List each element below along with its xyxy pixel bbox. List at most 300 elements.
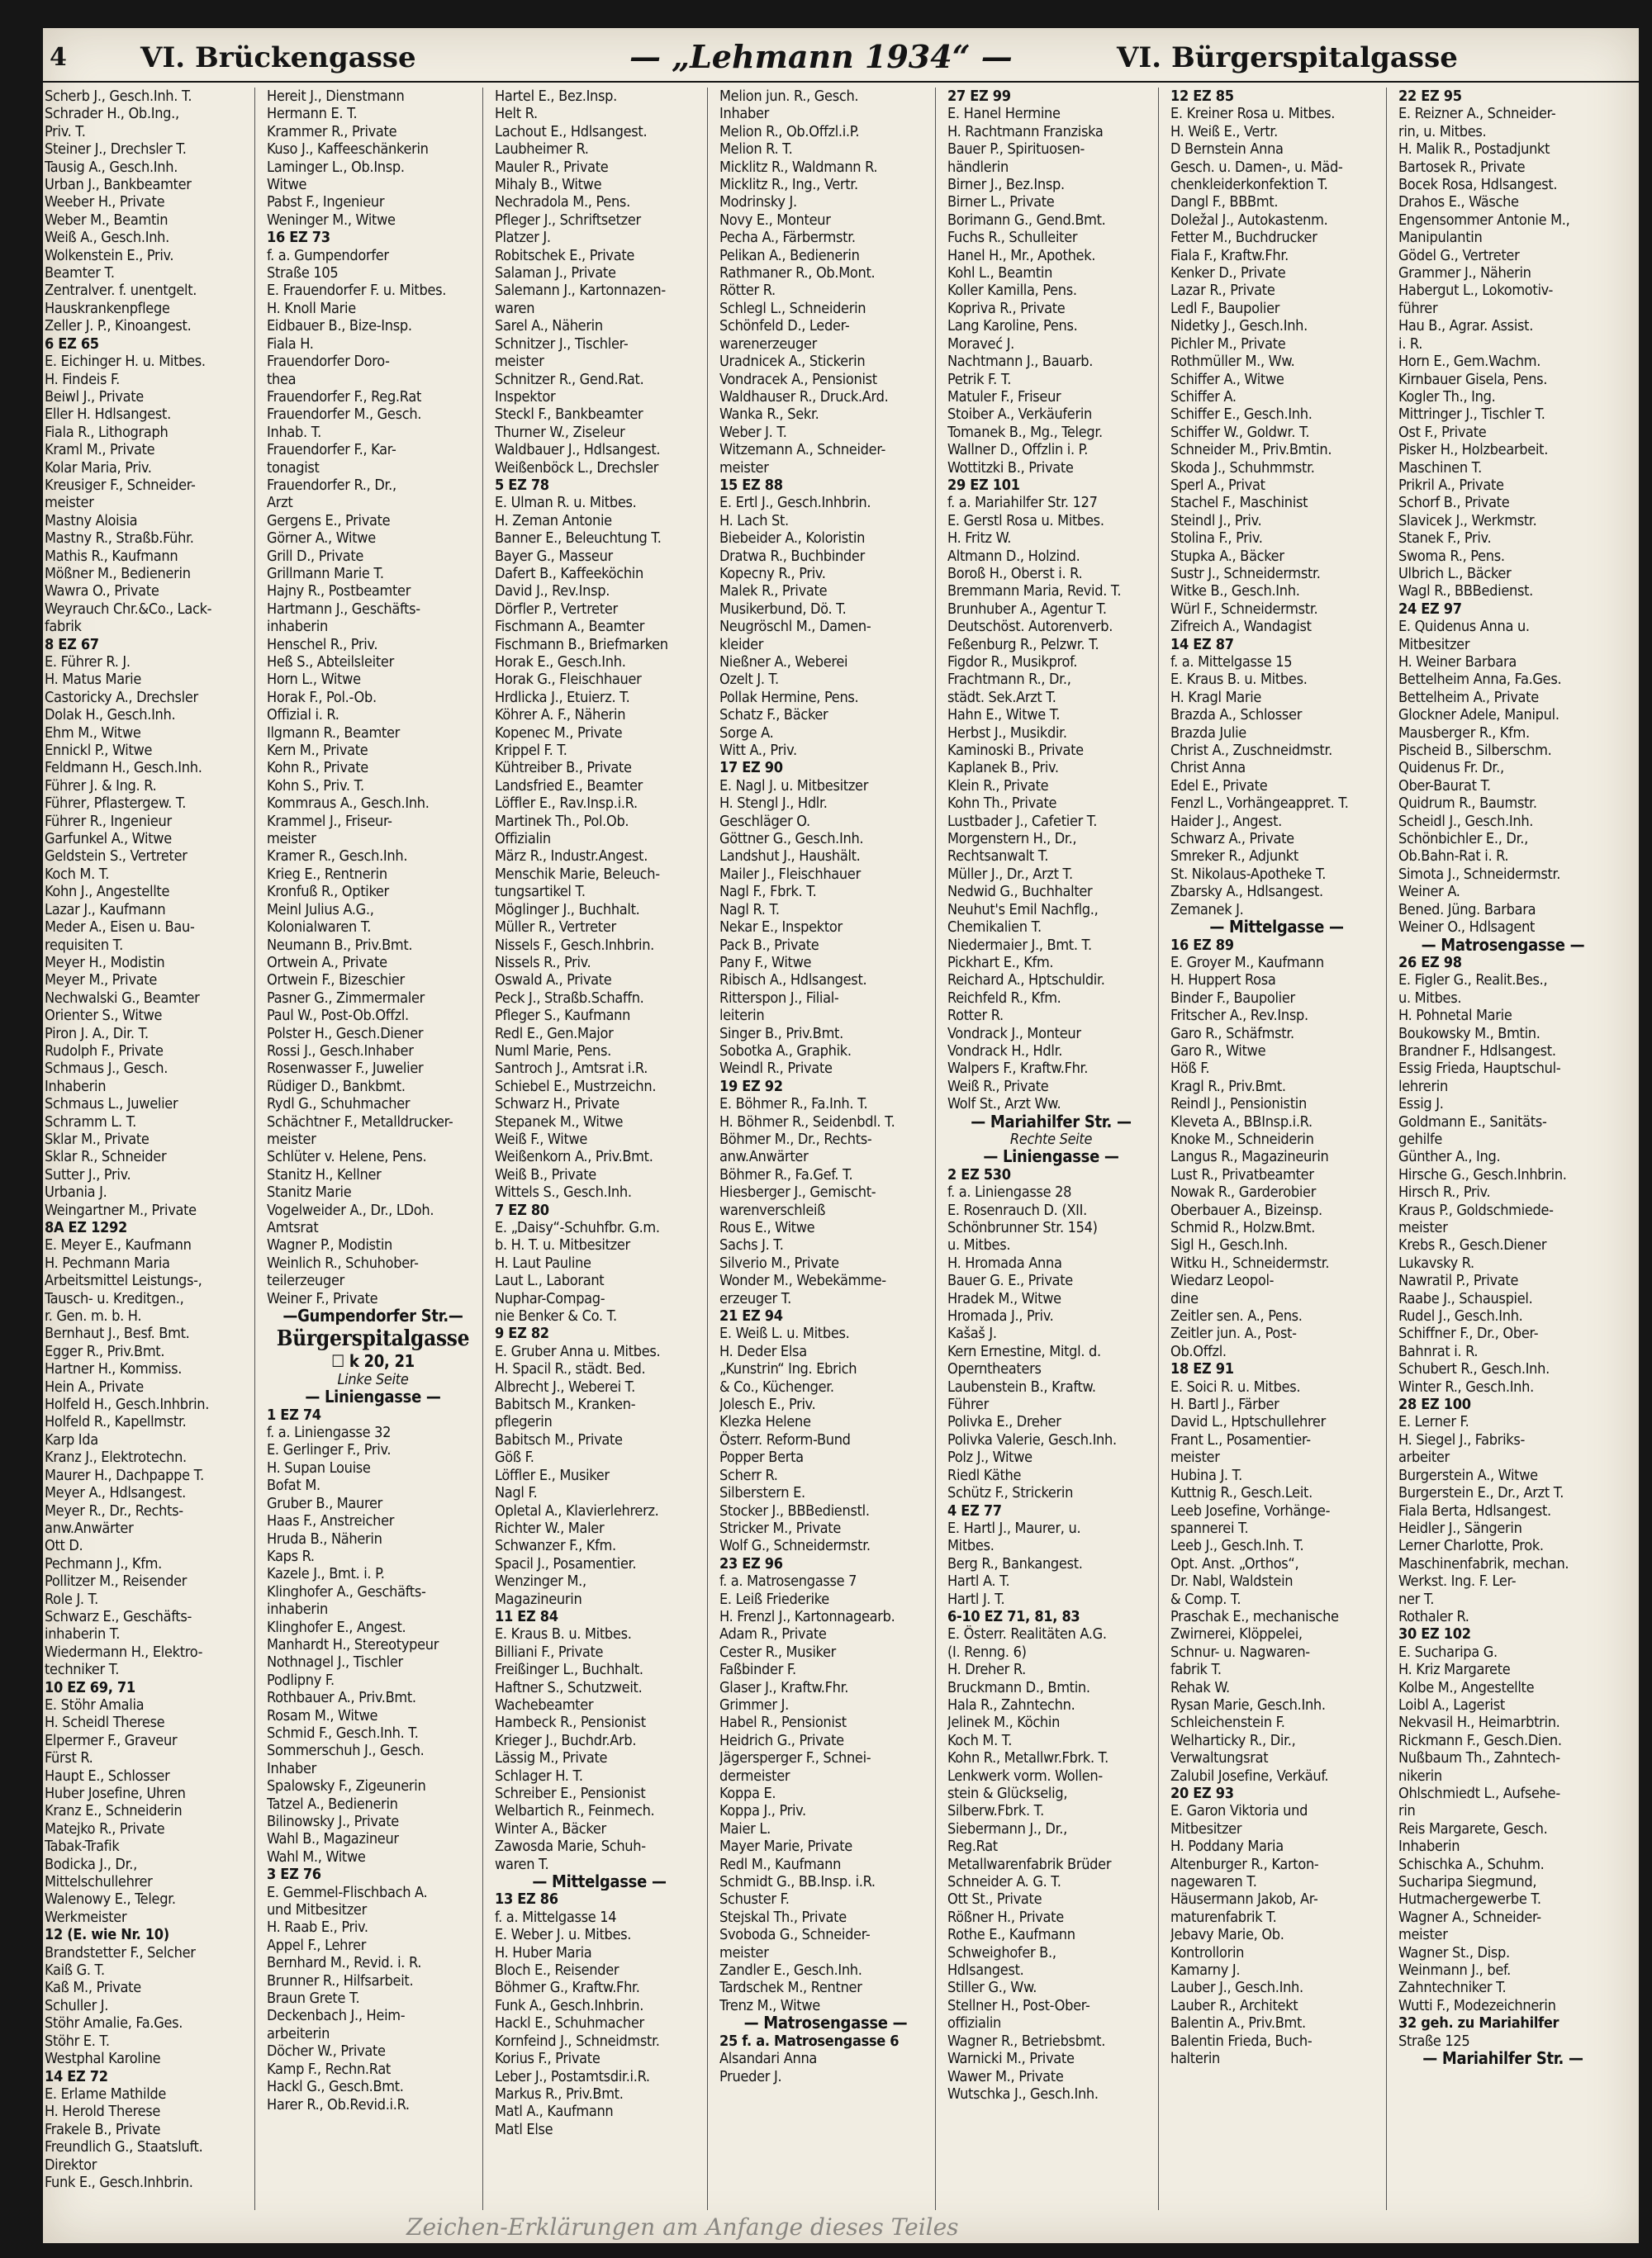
directory-entry: ☐ k 20, 21: [331, 1353, 415, 1371]
directory-entry: Kamp F., Rechn.Rat: [267, 2060, 391, 2078]
directory-entry: Geldstein S., Vertreter: [45, 847, 188, 866]
directory-entry: Kranz J., Elektrotechn.: [45, 1449, 187, 1467]
directory-entry: Österr. Reform-Bund: [719, 1430, 851, 1449]
directory-entry: E. Erlame Mathilde: [45, 2085, 167, 2103]
directory-entry: Günther A., Ing.: [1398, 1148, 1501, 1166]
directory-entry: tungsartikel T.: [495, 883, 586, 901]
directory-entry: Schmidt G., BB.Insp. i.R.: [719, 1873, 876, 1891]
directory-entry: 6-10 EZ 71, 81, 83: [947, 1607, 1080, 1625]
directory-entry: 8A EZ 1292: [45, 1219, 127, 1236]
directory-entry: Heidrich G., Private: [719, 1731, 844, 1749]
directory-entry: Schiebel E., Mustrzeichn.: [495, 1077, 657, 1095]
directory-entry: Koller Kamilla, Pens.: [947, 282, 1077, 300]
directory-entry: Dangl F., BBBmt.: [1170, 193, 1279, 211]
directory-entry: f. a. Mittelgasse 14: [495, 1908, 617, 1926]
directory-entry: 16 EZ 73: [267, 229, 330, 247]
directory-entry: Lang Karoline, Pens.: [947, 317, 1078, 335]
directory-entry: dermeister: [719, 1767, 790, 1785]
directory-entry: Pischeid B., Silberschm.: [1398, 742, 1552, 760]
directory-entry: Stöhr Amalie, Fa.Ges.: [45, 2014, 183, 2033]
directory-entry: Reg.Rat: [947, 1838, 998, 1856]
directory-entry: E. Ertl J., Gesch.Inhbrin.: [719, 494, 871, 512]
directory-entry: Rötter R.: [719, 282, 776, 300]
directory-entry: Silberw.Fbrk. T.: [947, 1802, 1044, 1820]
directory-entry: Mihaly B., Witwe: [495, 176, 602, 194]
directory-entry: Binder F., Baupolier: [1170, 989, 1295, 1007]
directory-entry: Kuso J., Kaffeeschänkerin: [267, 140, 429, 159]
directory-entry: Westphal Karoline: [45, 2050, 161, 2068]
directory-entry: Menschik Marie, Beleuch-: [495, 865, 660, 883]
directory-entry: Spalowsky F., Zigeunerin: [267, 1777, 426, 1795]
directory-entry: f. a. Mariahilfer Str. 127: [947, 494, 1098, 512]
directory-entry: Führer J. & Ing. R.: [45, 776, 157, 795]
directory-entry: Hackl E., Schuhmacher: [495, 2014, 644, 2033]
directory-entry: Chemikalien T.: [947, 918, 1042, 937]
directory-entry: Gödel G., Vertreter: [1398, 246, 1520, 264]
directory-entry: Wittels S., Gesch.Inh.: [495, 1184, 632, 1202]
directory-entry: Kamarny J.: [1170, 1962, 1241, 1980]
directory-entry: Weiner A.: [1398, 883, 1460, 901]
directory-entry: Lachout E., Hdlsangest.: [495, 122, 648, 140]
directory-entry: Ledl F., Baupolier: [1170, 299, 1280, 317]
directory-entry: H. Hromada Anna: [947, 1254, 1062, 1272]
directory-entry: Orienter S., Witwe: [45, 1007, 163, 1025]
directory-entry: & Co., Küchenger.: [719, 1378, 834, 1396]
directory-entry: Kenker D., Private: [1170, 264, 1286, 282]
directory-entry: Zahntechniker T.: [1398, 1979, 1507, 1997]
directory-entry: Rechtsanwalt T.: [947, 847, 1049, 866]
directory-entry: Häusermann Jakob, Ar-: [1170, 1890, 1318, 1909]
directory-entry: 18 EZ 91: [1170, 1360, 1234, 1378]
directory-entry: Koppa E.: [719, 1785, 776, 1802]
directory-entry: H. Frenzl J., Kartonnagearb.: [719, 1607, 895, 1625]
directory-entry: Salaman J., Private: [495, 264, 616, 282]
directory-entry: inhaberin: [267, 1601, 328, 1619]
directory-entry: Appel F., Lehrer: [267, 1936, 367, 1954]
directory-entry: 15 EZ 88: [719, 476, 783, 494]
directory-entry: Hiesberger J., Gemischt-: [719, 1184, 876, 1202]
directory-entry: Weindl R., Private: [719, 1060, 833, 1078]
directory-entry: Koppa J., Priv.: [719, 1802, 806, 1820]
directory-entry: Hackl G., Gesch.Bmt.: [267, 2078, 404, 2096]
directory-entry: Robitschek E., Private: [495, 246, 635, 264]
directory-entry: erzeuger T.: [719, 1289, 791, 1307]
directory-entry: Inhaberin: [1398, 1838, 1460, 1856]
directory-entry: — Matrosengasse —: [743, 2014, 908, 2033]
directory-entry: Christ Anna: [1170, 759, 1246, 777]
directory-entry: Inhaber: [267, 1759, 317, 1777]
directory-entry: Sachs J. T.: [719, 1236, 784, 1255]
directory-entry: städt. Sek.Arzt T.: [947, 688, 1056, 706]
directory-entry: Micklitz R., Ing., Vertr.: [719, 176, 858, 194]
directory-entry: nie Benker & Co. T.: [495, 1307, 617, 1326]
directory-entry: Nawratil P., Private: [1398, 1272, 1519, 1290]
directory-entry: Prueder J.: [719, 2067, 782, 2085]
directory-entry: Balentin A., Priv.Bmt.: [1170, 2014, 1306, 2033]
directory-entry: Zeitler jun. A., Post-: [1170, 1325, 1297, 1343]
directory-entry: und Mitbesitzer: [267, 1901, 367, 1919]
directory-entry: Brunhuber A., Agentur T.: [947, 600, 1107, 618]
directory-entry: inhaberin T.: [45, 1625, 121, 1644]
directory-entry: Jägersperger F., Schnei-: [719, 1749, 871, 1767]
directory-entry: Offizial i. R.: [267, 706, 339, 724]
directory-entry: Salemann J., Kartonnazen-: [495, 282, 666, 300]
directory-entry: 9 EZ 82: [495, 1325, 549, 1343]
directory-entry: Müller R., Vertreter: [495, 918, 616, 937]
directory-entry: Wallner D., Offzlin i. P.: [947, 441, 1089, 459]
directory-entry: Schiffer E., Gesch.Inh.: [1170, 406, 1313, 424]
directory-entry: — Matrosengasse —: [1421, 936, 1585, 954]
directory-entry: Lustbader J., Cafetier T.: [947, 812, 1098, 830]
directory-entry: 14 EZ 87: [1170, 635, 1234, 653]
directory-entry: maturenfabrik T.: [1170, 1908, 1277, 1926]
directory-entry: Schweighofer B.,: [947, 1943, 1056, 1962]
directory-entry: Horak E., Gesch.Inh.: [495, 653, 626, 671]
directory-entry: Redl E., Gen.Major: [495, 1024, 614, 1042]
right-street-title: VI. Bürgerspitalgasse: [1117, 41, 1458, 74]
directory-entry: Mittringer J., Tischler T.: [1398, 406, 1545, 424]
directory-entry: 1 EZ 74: [267, 1406, 321, 1424]
directory-entry: Nowak R., Garderobier: [1170, 1184, 1317, 1202]
directory-entry: Burgerstein E., Dr., Arzt T.: [1398, 1484, 1564, 1502]
directory-entry: Waldhauser R., Druck.Ard.: [719, 387, 889, 406]
directory-entry: 11 EZ 84: [495, 1607, 558, 1625]
directory-entry: Babitsch M., Kranken-: [495, 1396, 636, 1414]
directory-entry: Kolbe M., Angestellte: [1398, 1678, 1535, 1696]
directory-entry: Hutmachergewerbe T.: [1398, 1890, 1541, 1909]
directory-entry: Cester R., Musiker: [719, 1643, 836, 1661]
directory-entry: Micklitz R., Waldmann R.: [719, 158, 878, 176]
directory-entry: E. Eichinger H. u. Mitbes.: [45, 353, 206, 371]
directory-entry: Bettelheim A., Private: [1398, 688, 1539, 706]
directory-entry: Castoricky A., Drechsler: [45, 688, 198, 706]
directory-entry: — Liniengasse —: [305, 1388, 441, 1407]
directory-entry: 12 EZ 85: [1170, 88, 1234, 105]
directory-entry: Haas F., Anstreicher: [267, 1512, 395, 1530]
directory-entry: Pfleger J., Schriftsetzer: [495, 211, 641, 229]
directory-entry: Schneider A. G. T.: [947, 1873, 1061, 1891]
directory-entry: Schatz F., Bäcker: [719, 706, 828, 724]
directory-entry: Schnitzer R., Gend.Rat.: [495, 370, 644, 388]
directory-entry: Henschel R., Priv.: [267, 635, 378, 653]
directory-entry: Melion R., Ob.Offzl.i.P.: [719, 122, 860, 140]
directory-entry: Schwarz A., Private: [1170, 830, 1294, 848]
directory-entry: Direktor: [45, 2156, 97, 2174]
directory-entry: 29 EZ 101: [947, 476, 1020, 494]
directory-entry: Jelinek M., Köchin: [947, 1714, 1061, 1732]
directory-entry: —Gumpendorfer Str.—: [282, 1307, 463, 1326]
directory-entry: waren: [495, 299, 535, 317]
directory-entry: Fetter M., Buchdrucker: [1170, 229, 1317, 247]
directory-entry: Wutti F., Modezeichnerin: [1398, 1996, 1556, 2014]
directory-entry: 8 EZ 67: [45, 635, 99, 653]
directory-entry: März R., Industr.Angest.: [495, 847, 648, 866]
directory-entry: Billiani F., Private: [495, 1643, 604, 1661]
directory-entry: Kranz E., Schneiderin: [45, 1802, 183, 1820]
directory-entry: D Bernstein Anna: [1170, 140, 1284, 159]
directory-entry: Nekar E., Inspektor: [719, 918, 843, 937]
directory-entry: Pabst F., Ingenieur: [267, 193, 385, 211]
directory-entry: H. Scheidl Therese: [45, 1714, 165, 1732]
directory-entry: techniker T.: [45, 1661, 120, 1679]
directory-entry: H. Pechmann Maria: [45, 1254, 170, 1272]
directory-entry: H. Laut Pauline: [495, 1254, 591, 1272]
directory-entry: i. R.: [1398, 334, 1423, 353]
directory-entry: pflegerin: [495, 1413, 553, 1431]
directory-entry: Rüdiger D., Bankbmt.: [267, 1077, 406, 1095]
directory-entry: Morgenstern H., Dr.,: [947, 830, 1077, 848]
directory-entry: E. Rosenrauch D. (XII.: [947, 1201, 1087, 1219]
directory-entry: Lauber R., Architekt: [1170, 1996, 1298, 2014]
directory-entry: Weiner O., Hdlsagent: [1398, 918, 1536, 937]
directory-entry: Faßbinder F.: [719, 1661, 796, 1679]
directory-entry: Birner L., Private: [947, 193, 1055, 211]
directory-entry: Nissels F., Gesch.Inhbrin.: [495, 936, 654, 954]
directory-entry: Oswald A., Private: [495, 971, 612, 989]
directory-entry: H. Böhmer R., Seidenbdl. T.: [719, 1112, 895, 1131]
directory-entry: meister: [1398, 1926, 1448, 1944]
directory-entry: u. Mitbes.: [947, 1236, 1011, 1255]
directory-entry: Wolkenstein E., Priv.: [45, 246, 174, 264]
directory-entry: meister: [1170, 1449, 1220, 1467]
directory-entry: Bürgerspitalgasse: [276, 1326, 470, 1352]
directory-entry: Kuttnig R., Gesch.Leit.: [1170, 1484, 1313, 1502]
directory-entry: Sarel A., Näherin: [495, 317, 603, 335]
directory-entry: Wahl B., Magazineur: [267, 1830, 399, 1848]
directory-entry: meister: [495, 353, 544, 371]
directory-entry: Feldmann H., Gesch.Inh.: [45, 759, 202, 777]
directory-entry: Reichard A., Hptschuldir.: [947, 971, 1105, 989]
directory-entry: chenkleiderkonfektion T.: [1170, 176, 1328, 194]
directory-entry: Kohn J., Angestellte: [45, 883, 170, 901]
directory-entry: Dratwa R., Buchbinder: [719, 547, 865, 565]
directory-entry: Weber J. T.: [719, 423, 787, 441]
directory-entry: meister: [45, 494, 94, 512]
directory-entry: Kraml M., Private: [45, 441, 155, 459]
directory-entry: Ulbrich L., Bäcker: [1398, 564, 1512, 582]
directory-entry: Ritterspon J., Filial-: [719, 989, 839, 1007]
directory-entry: H. Pohnetal Marie: [1398, 1007, 1512, 1025]
directory-entry: Ilgmann R., Beamter: [267, 723, 401, 742]
directory-entry: Kohl L., Beamtin: [947, 264, 1053, 282]
directory-entry: Weiß B., Private: [495, 1165, 596, 1184]
directory-entry: E. Meyer E., Kaufmann: [45, 1236, 192, 1255]
directory-entry: 30 EZ 102: [1398, 1625, 1471, 1644]
directory-entry: Langus R., Magazineurin: [1170, 1148, 1329, 1166]
directory-entry: Kolar Maria, Priv.: [45, 458, 152, 477]
directory-entry: Göß F.: [495, 1449, 534, 1467]
directory-entry: Lenkwerk vorm. Wollen-: [947, 1767, 1103, 1785]
directory-entry: Helt R.: [495, 105, 538, 123]
directory-entry: 28 EZ 100: [1398, 1396, 1471, 1414]
directory-entry: Hirsch R., Priv.: [1398, 1184, 1491, 1202]
directory-entry: Meyer R., Dr., Rechts-: [45, 1501, 183, 1520]
directory-entry: Spacil J., Posamentier.: [495, 1554, 637, 1573]
directory-entry: Geschläger O.: [719, 812, 810, 830]
directory-entry: Stoiber A., Verkäuferin: [947, 406, 1092, 424]
directory-entry: Magazineurin: [495, 1590, 582, 1608]
directory-entry: Numl Marie, Pens.: [495, 1041, 611, 1060]
directory-entry: E. Gerlinger F., Priv.: [267, 1441, 392, 1459]
directory-entry: Priv. T.: [45, 122, 86, 140]
directory-entry: Fiala F., Kraftw.Fhr.: [1170, 246, 1289, 264]
directory-entry: H. Huber Maria: [495, 1943, 592, 1962]
directory-entry: H. Supan Louise: [267, 1459, 371, 1477]
directory-entry: Prikril A., Private: [1398, 476, 1504, 494]
directory-entry: Walenowy E., Telegr.: [45, 1890, 176, 1909]
directory-entry: H. Weiß E., Vertr.: [1170, 122, 1278, 140]
directory-entry: anw.Anwärter: [45, 1519, 134, 1537]
directory-entry: Koch M. T.: [45, 865, 110, 883]
directory-entry: Stricker M., Private: [719, 1519, 842, 1537]
directory-entry: 21 EZ 94: [719, 1307, 783, 1326]
directory-entry: Fürst R.: [45, 1749, 93, 1767]
directory-entry: Möglinger J., Buchhalt.: [495, 900, 640, 918]
directory-entry: Weißenböck L., Drechsler: [495, 458, 659, 477]
directory-entry: Holfeld R., Kapellmstr.: [45, 1413, 187, 1431]
directory-entry: Freundlich G., Staatsluft.: [45, 2138, 203, 2156]
directory-entry: Silverio M., Private: [719, 1254, 839, 1272]
directory-entry: Hartl J. T.: [947, 1590, 1005, 1608]
directory-entry: Horn E., Gem.Wachm.: [1398, 353, 1541, 371]
directory-columns: [43, 88, 1639, 2210]
directory-entry: Meyer A., Hdlsangest.: [45, 1484, 186, 1502]
directory-entry: Pasner G., Zimmermaler: [267, 989, 425, 1007]
directory-entry: E. Reizner A., Schneider-: [1398, 105, 1556, 123]
directory-entry: E. Gemmel-Flischbach A.: [267, 1883, 428, 1901]
directory-entry: warenverschleiß: [719, 1201, 826, 1219]
directory-entry: Meyer M., Private: [45, 971, 157, 989]
directory-entry: Grammer J., Näherin: [1398, 264, 1531, 282]
directory-entry: Mastny Aloisia: [45, 511, 138, 529]
directory-entry: Lust R., Privatbeamter: [1170, 1165, 1314, 1184]
directory-entry: Schleichenstein F.: [1170, 1714, 1285, 1732]
directory-entry: 24 EZ 97: [1398, 600, 1462, 618]
directory-entry: Richter W., Maler: [495, 1519, 605, 1537]
directory-entry: Hahn E., Witwe T.: [947, 706, 1061, 724]
directory-entry: Pisker H., Holzbearbeit.: [1398, 441, 1549, 459]
directory-entry: Winter R., Gesch.Inh.: [1398, 1378, 1534, 1396]
directory-entry: Nechwalski G., Beamter: [45, 989, 200, 1007]
directory-entry: nagewaren T.: [1170, 1873, 1257, 1891]
directory-entry: Weninger M., Witwe: [267, 211, 396, 229]
directory-entry: Matl A., Kaufmann: [495, 2103, 614, 2121]
directory-entry: Brazda A., Schlosser: [1170, 706, 1303, 724]
directory-entry: E. Leiß Friederike: [719, 1590, 829, 1608]
directory-entry: Alsandari Anna: [719, 2050, 818, 2068]
directory-entry: Reis Margarete, Gesch.: [1398, 1819, 1548, 1838]
directory-entry: Doležal J., Autokastenm.: [1170, 211, 1328, 229]
directory-entry: Weingartner M., Private: [45, 1201, 197, 1219]
directory-entry: Schuller J.: [45, 1996, 109, 2014]
directory-entry: Praschak E., mechanische: [1170, 1607, 1339, 1625]
directory-entry: spannerei T.: [1170, 1519, 1249, 1537]
directory-entry: Polz J., Witwe: [947, 1449, 1032, 1467]
directory-entry: Rudel J., Gesch.Inh.: [1398, 1307, 1523, 1326]
directory-entry: Nußbaum Th., Zahntech-: [1398, 1749, 1560, 1767]
directory-entry: Novy E., Monteur: [719, 211, 831, 229]
directory-entry: Balentin Frieda, Buch-: [1170, 2032, 1313, 2050]
directory-entry: Stiller G., Ww.: [947, 1979, 1037, 1997]
directory-entry: Pollak Hermine, Pens.: [719, 688, 859, 706]
directory-entry: Nissels R., Priv.: [495, 953, 591, 971]
directory-entry: Role J. T.: [45, 1590, 98, 1608]
directory-entry: Weiß R., Private: [947, 1077, 1049, 1095]
directory-entry: Mitbesitzer: [1170, 1819, 1242, 1838]
directory-entry: Landshut J., Haushält.: [719, 847, 861, 866]
directory-entry: H. Bartl J., Färber: [1170, 1396, 1279, 1414]
directory-entry: Essig J.: [1398, 1095, 1444, 1113]
page-footer: Zeichen-Erklärungen am Anfange dieses Teiles: [406, 2213, 959, 2241]
directory-entry: Schütz F., Strickerin: [947, 1484, 1074, 1502]
directory-entry: Schubert R., Gesch.Inh.: [1398, 1360, 1550, 1378]
directory-entry: Grill D., Private: [267, 547, 364, 565]
directory-entry: Wiedarz Leopol-: [1170, 1272, 1275, 1290]
directory-entry: — Liniengasse —: [983, 1148, 1119, 1166]
directory-entry: Sommerschuh J., Gesch.: [267, 1742, 425, 1760]
directory-entry: 5 EZ 78: [495, 476, 549, 494]
directory-entry: Kaiß G. T.: [45, 1962, 105, 1980]
directory-entry: Hromada J., Priv.: [947, 1307, 1054, 1326]
directory-entry: Hartel E., Bez.Insp.: [495, 88, 617, 105]
directory-entry: Fischmann B., Briefmarken: [495, 635, 668, 653]
directory-entry: kleider: [719, 635, 764, 653]
directory-entry: Verwaltungsrat: [1170, 1749, 1269, 1767]
directory-entry: Ott St., Private: [947, 1890, 1042, 1909]
directory-entry: Rothmüller M., Ww.: [1170, 353, 1295, 371]
directory-entry: Landsfried E., Beamter: [495, 776, 643, 795]
directory-entry: 4 EZ 77: [947, 1501, 1002, 1520]
directory-entry: Stanitz Marie: [267, 1184, 352, 1202]
directory-entry: Leber J., Postamtsdir.i.R.: [495, 2067, 650, 2085]
directory-entry: tonagist: [267, 458, 320, 477]
directory-entry: Vondracek A., Pensionist: [719, 370, 877, 388]
directory-entry: meister: [1398, 1219, 1448, 1236]
directory-entry: Drahos E., Wäsche: [1398, 193, 1519, 211]
directory-entry: Bruckmann D., Bmtin.: [947, 1678, 1090, 1696]
directory-entry: Nießner A., Weberei: [719, 653, 848, 671]
directory-entry: Kohn S., Priv. T.: [267, 776, 364, 795]
directory-entry: Funk E., Gesch.Inhbrin.: [45, 2173, 193, 2191]
directory-entry: H. Poddany Maria: [1170, 1838, 1284, 1856]
directory-entry: Oberbauer A., Bizeinsp.: [1170, 1201, 1322, 1219]
directory-entry: Bofat M.: [267, 1477, 320, 1495]
directory-entry: Schiffer A.: [1170, 387, 1237, 406]
directory-entry: Babitsch M., Private: [495, 1430, 623, 1449]
directory-entry: Weber M., Beamtin: [45, 211, 169, 229]
directory-entry: Wawer M., Private: [947, 2067, 1064, 2085]
directory-entry: Boroß H., Oberst i. R.: [947, 564, 1083, 582]
directory-entry: Inhab. T.: [267, 423, 321, 441]
directory-entry: Wagner P., Modistin: [267, 1236, 392, 1255]
directory-entry: 10 EZ 69, 71: [45, 1678, 135, 1696]
directory-entry: Lässig M., Private: [495, 1749, 608, 1767]
directory-entry: Egger R., Priv.Bmt.: [45, 1342, 165, 1360]
directory-entry: Grillmann Marie T.: [267, 564, 384, 582]
directory-entry: Wagl R., BBBedienst.: [1398, 582, 1533, 600]
directory-entry: Bodicka J., Dr.,: [45, 1855, 137, 1873]
directory-entry: Kopecny R., Priv.: [719, 564, 826, 582]
directory-entry: stein & Glückselig,: [947, 1785, 1068, 1802]
directory-entry: ner T.: [1398, 1590, 1435, 1608]
directory-entry: E. Weiß L. u. Mitbes.: [719, 1325, 850, 1343]
directory-entry: Wanka R., Sekr.: [719, 406, 819, 424]
directory-entry: Altmann D., Holzind.: [947, 547, 1080, 565]
directory-entry: Platzer J.: [495, 229, 551, 247]
directory-entry: Kopenec M., Private: [495, 723, 623, 742]
directory-entry: Nagl F., Fbrk. T.: [719, 883, 817, 901]
directory-entry: Winter A., Bäcker: [495, 1819, 606, 1838]
